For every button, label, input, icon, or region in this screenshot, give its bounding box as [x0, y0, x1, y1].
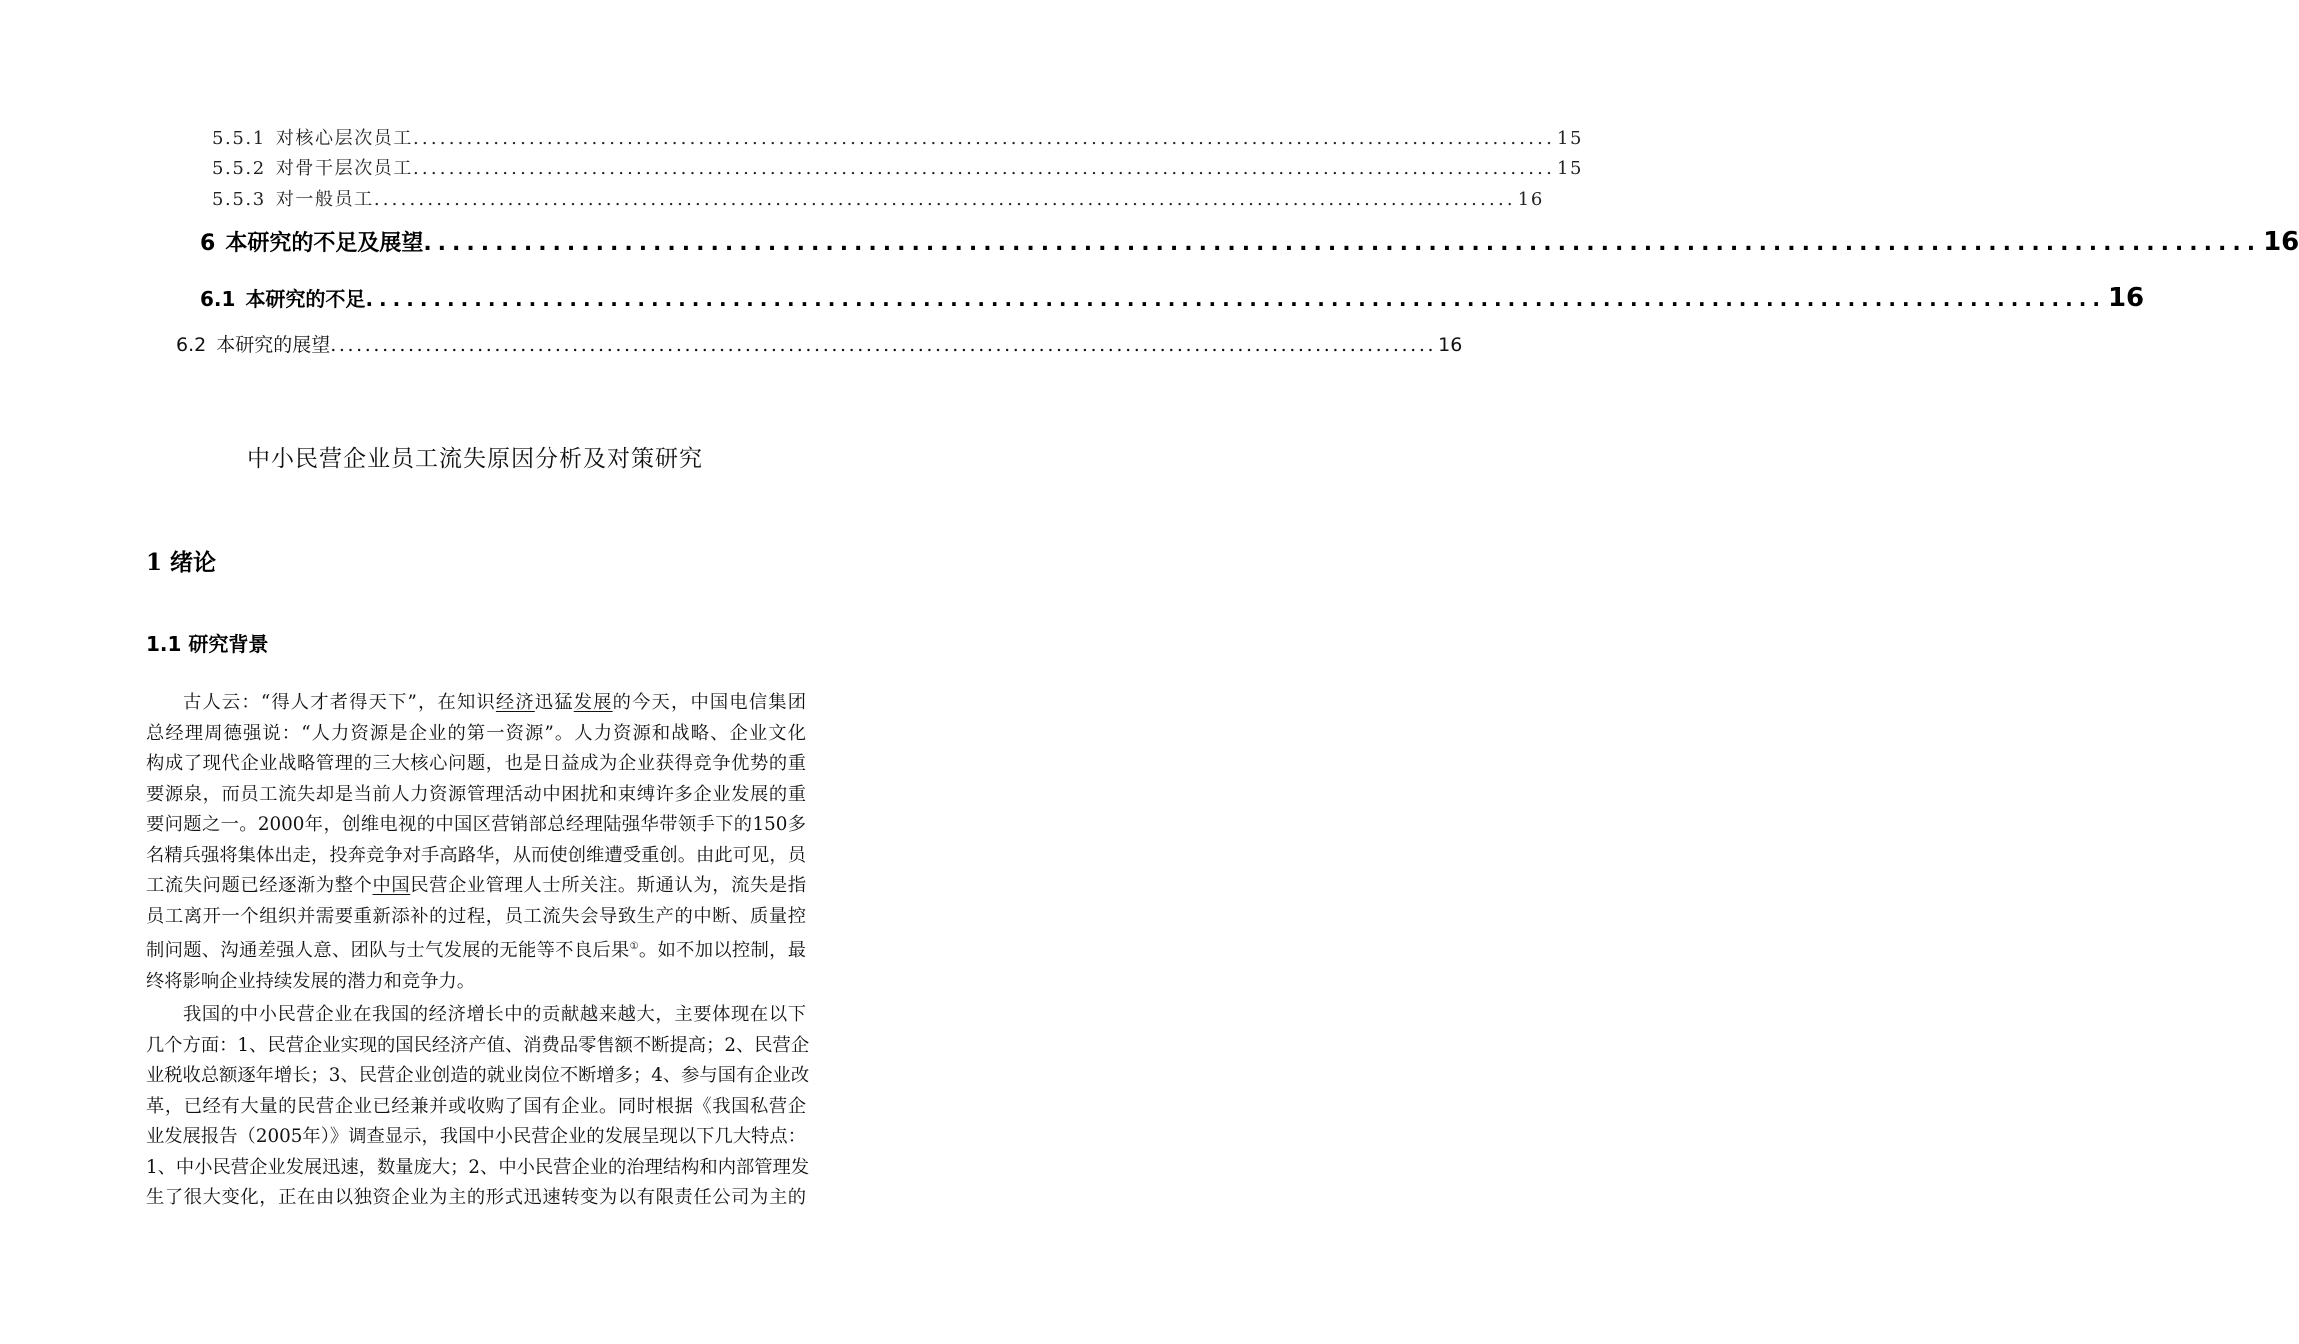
text-run: 的今天，中国电信集团 — [612, 692, 807, 713]
toc-entry[interactable] — [200, 283, 2145, 313]
toc-entry[interactable] — [212, 154, 1584, 180]
toc-entry-title: 对骨干层次员工 — [275, 158, 414, 179]
toc-entry-number: 5.5.1 — [212, 128, 266, 149]
footnote-marker[interactable]: ① — [629, 941, 639, 952]
toc-leader-dots: ................................................................................................................................ — [413, 158, 1555, 179]
document-title: 中小民营企业员工流失原因分析及对策研究 — [247, 446, 703, 472]
paragraph-line: 员工离开一个组织并需要重新添补的过程，员工流失会导致生产的中断、质量控 — [146, 905, 806, 927]
toc-entry[interactable] — [176, 330, 1463, 357]
paragraph-line: 1、中小民营企业发展迅速，数量庞大；2、中小民营企业的治理结构和内部管理发 — [146, 1156, 810, 1178]
paragraph-line: 我国的中小民营企业在我国的经济增长中的贡献越来越大，主要体现在以下 — [183, 1004, 806, 1025]
text-run: 工流失问题已经逐渐为整个 — [146, 875, 373, 896]
toc-entry-number: 6 — [200, 231, 216, 256]
toc-entry-title: 对核心层次员工 — [275, 128, 414, 149]
text-run: 民营企业管理人士所关注。斯通认为，流失是指 — [410, 875, 807, 896]
toc-leader-dots: ................................................................................................................................ — [413, 128, 1555, 149]
paragraph-line — [146, 688, 806, 719]
paragraph-line: 业税收总额逐年增长；3、民营企业创造的就业岗位不断增多；4、参与国有企业改 — [146, 1065, 810, 1086]
toc-entry-title: 对一般员工 — [275, 189, 374, 210]
toc-entry-page: 16 — [1517, 189, 1544, 210]
hyperlink-china[interactable]: 中国 — [372, 875, 411, 896]
toc-entry-title: 本研究的不足及展望 — [225, 231, 424, 256]
toc-entry-page: 15 — [1557, 158, 1584, 179]
chapter-heading: 1 绪论 — [146, 549, 217, 576]
paragraph-line: 几个方面：1、民营企业实现的国民经济产值、消费品零售额不断提高；2、民营企 — [146, 1034, 810, 1056]
toc-entry-number: 6.2 — [176, 334, 207, 356]
toc-leader-dots: ................................................................................................................................ — [423, 231, 2262, 256]
paragraph-line — [146, 932, 806, 967]
toc-entry[interactable] — [200, 226, 2299, 257]
text-run: 古人云：“得人才者得天下”，在知识 — [183, 692, 496, 713]
text-run: 迅猛 — [534, 692, 574, 713]
text-run: 。如不加以控制，最 — [638, 940, 807, 961]
toc-entry-number: 5.5.3 — [212, 189, 266, 210]
hyperlink-development[interactable]: 发展 — [573, 692, 613, 713]
paragraph-line: 要问题之一。2000年，创维电视的中国区营销部总经理陆强华带领手下的150多 — [146, 814, 806, 835]
toc-leader-dots: ................................................................................................................................ — [330, 334, 1437, 356]
paragraph-line: 总经理周德强说：“人力资源是企业的第一资源”。人力资源和战略、企业文化 — [146, 722, 806, 744]
toc-entry-title: 本研究的不足 — [245, 287, 366, 311]
text-run: 制问题、沟通差强人意、团队与士气发展的无能等不良后果 — [146, 940, 630, 961]
paragraph-line: 构成了现代企业战略管理的三大核心问题，也是日益成为企业获得竞争优势的重 — [146, 753, 806, 774]
paragraph-line: 名精兵强将集体出走，投奔竞争对手高路华，从而使创维遭受重创。由此可见，员 — [146, 844, 806, 866]
toc-entry-page: 16 — [1438, 334, 1463, 356]
toc-entry-number: 5.5.2 — [212, 158, 266, 179]
body-paragraph — [146, 688, 806, 997]
paragraph-line — [146, 871, 806, 902]
body-paragraph — [146, 1000, 810, 1214]
hyperlink-economy[interactable]: 经济 — [495, 692, 535, 713]
toc-entry-page: 15 — [1557, 128, 1584, 149]
toc-leader-dots: ................................................................................................................................ — [365, 287, 2106, 311]
toc-entry[interactable] — [212, 124, 1584, 150]
paragraph-line: 业发展报告（2005年）》调查显示，我国中小民营企业的发展呈现以下几大特点： — [146, 1126, 806, 1147]
toc-leader-dots: ................................................................................................................................ — [373, 189, 1516, 210]
toc-entry-title: 本研究的展望 — [216, 334, 331, 356]
paragraph-line: 要源泉，而员工流失却是当前人力资源管理活动中困扰和束缚许多企业发展的重 — [146, 783, 806, 805]
paragraph-line: 终将影响企业持续发展的潜力和竞争力。 — [146, 970, 476, 992]
toc-entry[interactable] — [212, 185, 1544, 211]
paragraph-line: 生了很大变化，正在由以独资企业为主的形式迅速转变为以有限责任公司为主的 — [146, 1187, 806, 1208]
toc-entry-number: 6.1 — [200, 287, 236, 311]
paragraph-line: 革，已经有大量的民营企业已经兼并或收购了国有企业。同时根据《我国私营企 — [146, 1095, 806, 1117]
section-heading: 1.1 研究背景 — [146, 632, 269, 656]
toc-entry-page: 16 — [2107, 283, 2145, 313]
toc-entry-page: 16 — [2263, 227, 2299, 257]
